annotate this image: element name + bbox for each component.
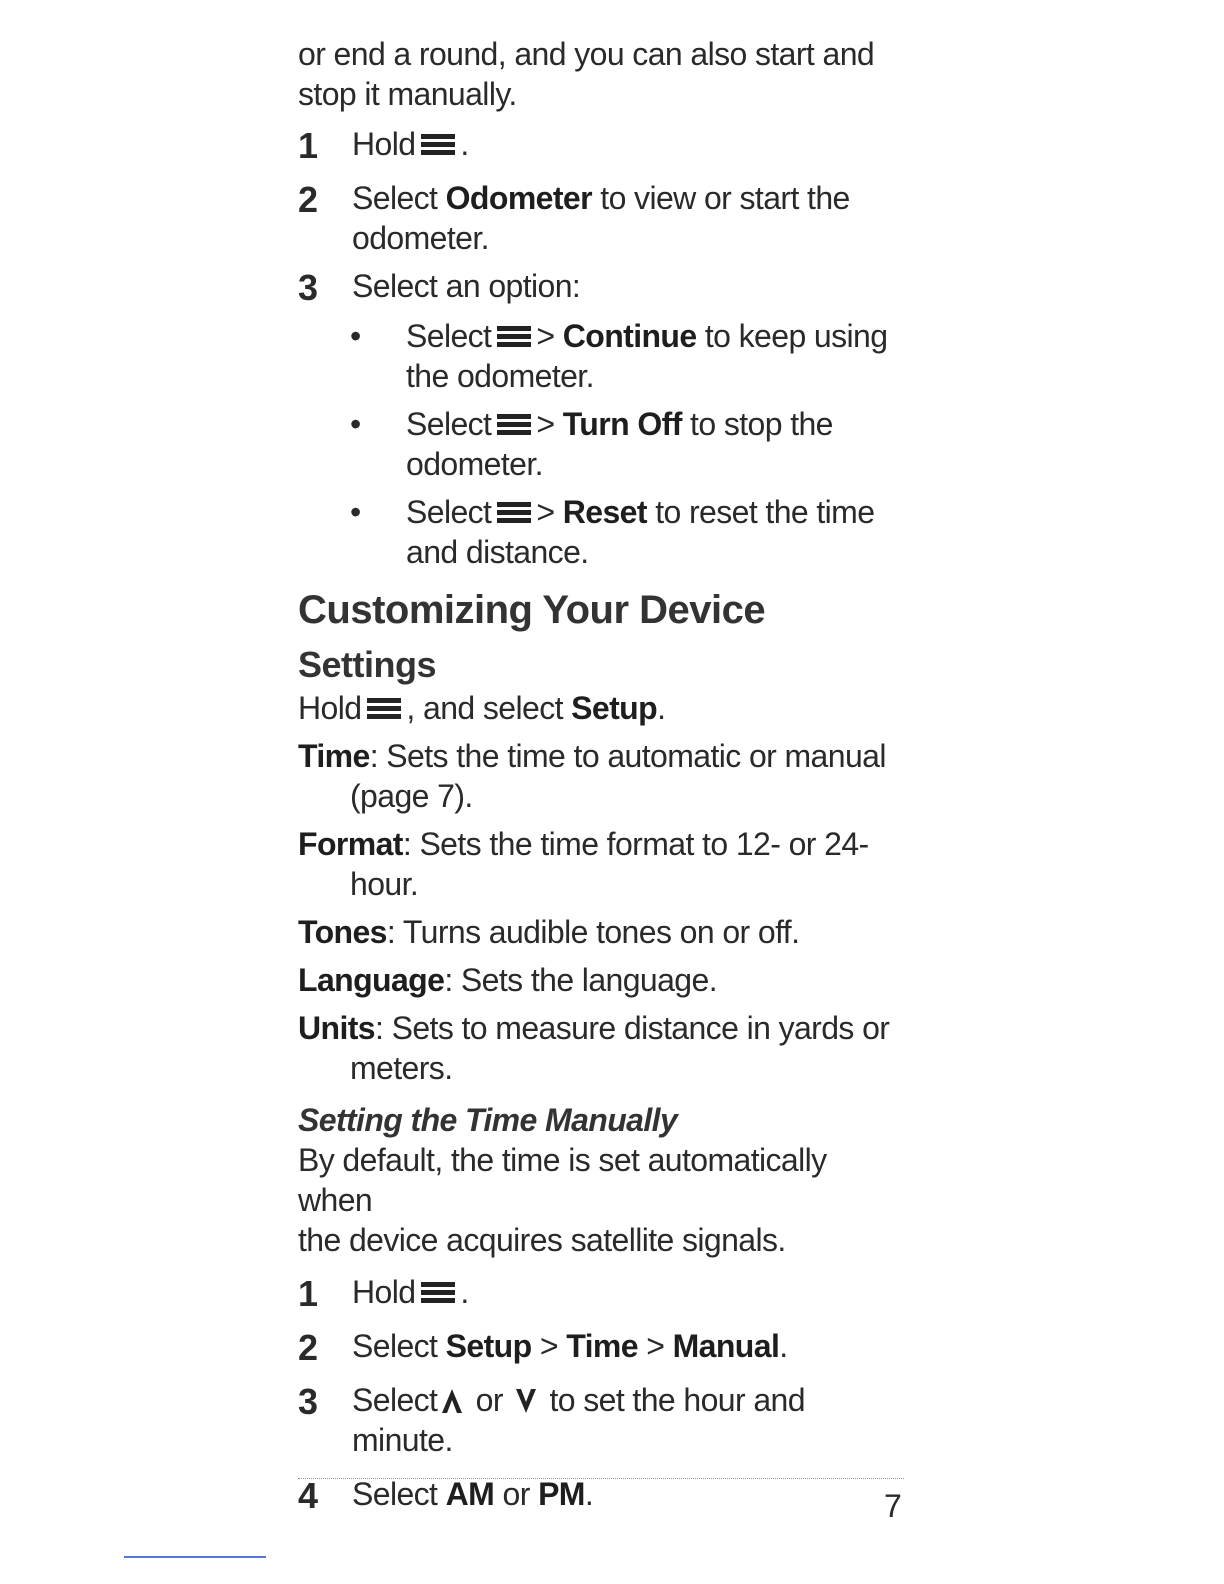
- option-text: and distance.: [406, 534, 589, 570]
- option-label: Reset: [562, 494, 647, 530]
- page-number: 7: [884, 1488, 902, 1524]
- step-text: to view or start the: [591, 180, 850, 216]
- step-text: Hold: [352, 1274, 416, 1310]
- menu-icon: [419, 132, 457, 158]
- time-label: Time: [566, 1328, 638, 1364]
- option-text: to keep using: [696, 318, 888, 354]
- option-turn-off: [298, 404, 908, 484]
- step-number: 2: [298, 1327, 318, 1368]
- step-text: or: [494, 1476, 539, 1512]
- setup-label: Setup: [445, 1328, 532, 1364]
- bullet-dot: •: [350, 494, 361, 530]
- time-manual-heading: Setting the Time Manually: [298, 1102, 678, 1138]
- separator: >: [536, 318, 563, 354]
- menu-icon: [495, 324, 533, 350]
- setting-desc: (page 7).: [350, 778, 473, 814]
- section-title: Customizing Your Device: [298, 588, 766, 632]
- option-text: Select: [406, 318, 492, 354]
- separator: >: [637, 1328, 673, 1364]
- time-manual-intro: By default, the time is set automatically when: [298, 1142, 827, 1218]
- separator: >: [531, 1328, 567, 1364]
- setting-desc: : Sets the time to automatic or manual: [369, 738, 886, 774]
- step-text: .: [779, 1328, 788, 1364]
- step-text: Select: [352, 180, 446, 216]
- setting-language: [298, 960, 908, 1000]
- setting-time: [298, 736, 908, 816]
- setting-term: Format: [298, 826, 403, 862]
- up-arrow-icon: [439, 1387, 465, 1415]
- setting-desc: hour.: [350, 866, 419, 902]
- separator: >: [536, 494, 563, 530]
- odometer-step-3: [298, 266, 908, 306]
- option-label: Turn Off: [562, 406, 682, 442]
- settings-heading: Settings: [298, 644, 437, 685]
- setting-desc: : Sets the time format to 12- or 24-: [402, 826, 869, 862]
- option-reset: [298, 492, 908, 572]
- step-text: Hold: [352, 126, 416, 162]
- footer-rule: [298, 1478, 904, 1479]
- time-step-4: [298, 1474, 908, 1514]
- step-text: .: [460, 126, 469, 162]
- option-label: Continue: [562, 318, 697, 354]
- setting-term: Language: [298, 962, 445, 998]
- odometer-label: Odometer: [445, 180, 592, 216]
- instruction-text: .: [657, 690, 666, 726]
- setting-format: [298, 824, 908, 904]
- time-manual-intro: the device acquires satellite signals.: [298, 1222, 786, 1258]
- option-text: Select: [406, 494, 492, 530]
- scan-edge-line: [124, 1556, 266, 1558]
- bullet-dot: •: [350, 318, 361, 354]
- setup-label: Setup: [571, 690, 658, 726]
- manual-label: Manual: [672, 1328, 780, 1364]
- step-text: Select: [352, 1328, 446, 1364]
- bullet-dot: •: [350, 406, 361, 442]
- option-text: Select: [406, 406, 492, 442]
- intro-line: stop it manually.: [298, 76, 517, 112]
- menu-icon: [365, 696, 403, 722]
- setting-desc: : Sets the language.: [444, 962, 717, 998]
- time-step-3: [298, 1380, 908, 1460]
- option-text: to stop the: [681, 406, 833, 442]
- setting-term: Tones: [298, 914, 387, 950]
- odometer-step-2: [298, 178, 908, 258]
- step-text: .: [584, 1476, 594, 1512]
- setting-term: Time: [298, 738, 370, 774]
- step-text: or: [467, 1382, 512, 1418]
- setting-tones: [298, 912, 908, 952]
- step-text: .: [460, 1274, 469, 1310]
- time-step-2: [298, 1326, 908, 1366]
- step-text: Select: [352, 1382, 438, 1418]
- step-number: 3: [298, 267, 318, 308]
- step-text: Select an option:: [352, 268, 581, 304]
- step-number: 1: [298, 125, 318, 166]
- step-text: odometer.: [352, 220, 489, 256]
- settings-instruction: [298, 688, 908, 728]
- pm-label: PM: [538, 1476, 585, 1512]
- step-number: 1: [298, 1273, 318, 1314]
- setting-desc: : Turns audible tones on or off.: [386, 914, 800, 950]
- option-text: odometer.: [406, 446, 543, 482]
- setting-desc: : Sets to measure distance in yards or: [375, 1010, 890, 1046]
- step-number: 4: [298, 1475, 318, 1516]
- setting-desc: meters.: [350, 1050, 453, 1086]
- setting-term: Units: [298, 1010, 376, 1046]
- separator: >: [536, 406, 563, 442]
- setting-units: [298, 1008, 908, 1088]
- odometer-step-1: [298, 124, 908, 164]
- instruction-text: , and select: [406, 690, 572, 726]
- menu-icon: [419, 1280, 457, 1306]
- step-number: 3: [298, 1381, 318, 1422]
- option-continue: [298, 316, 908, 396]
- step-text: to set the hour and minute.: [352, 1382, 805, 1458]
- time-step-1: [298, 1272, 908, 1312]
- intro-line: or end a round, and you can also start and: [298, 36, 875, 72]
- menu-icon: [495, 500, 533, 526]
- option-text: to reset the time: [646, 494, 875, 530]
- step-text: Select: [352, 1476, 446, 1512]
- option-text: the odometer.: [406, 358, 594, 394]
- instruction-text: Hold: [298, 690, 362, 726]
- am-label: AM: [445, 1476, 495, 1512]
- down-arrow-icon: [513, 1387, 539, 1415]
- step-number: 2: [298, 179, 318, 220]
- menu-icon: [495, 412, 533, 438]
- manual-page: [298, 30, 908, 1514]
